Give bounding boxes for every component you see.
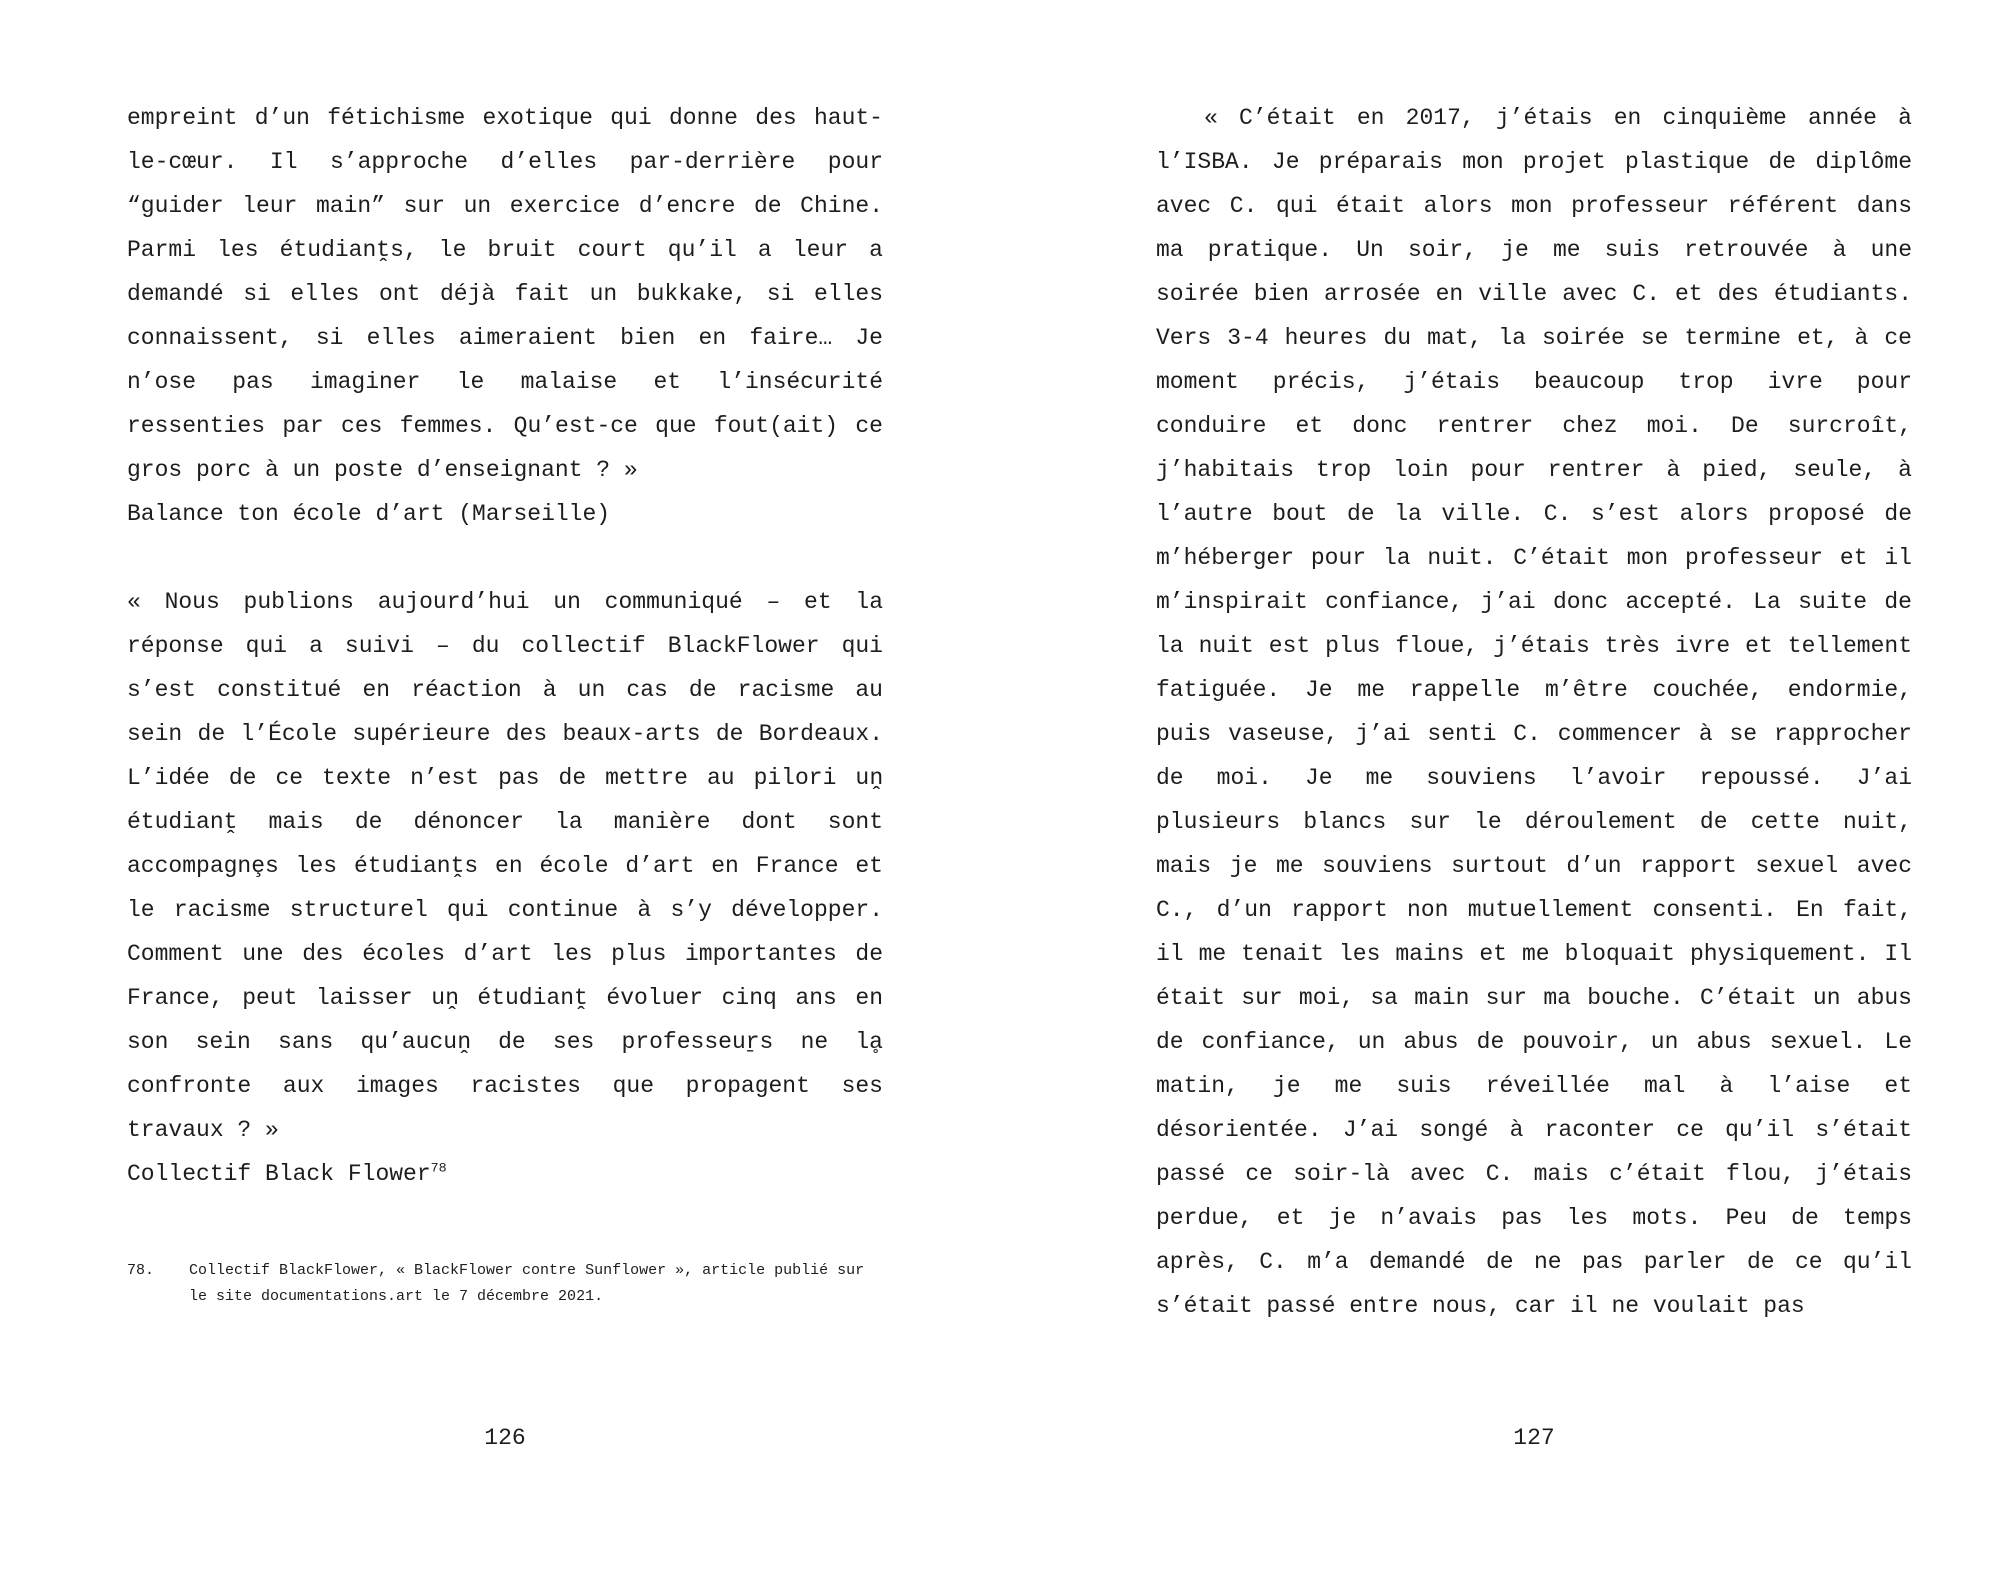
page-left bbox=[127, 0, 883, 1575]
paragraph-communique-blackflower: « Nous publions aujourd’hui un communiqué – et la réponse qui a suivi – du collectif BlackFlower qui s’est constitué en réaction à un cas de racisme au sein de l’École supérieure des beaux-arts de Bordeaux. L’idée de ce texte n’est pas de mettre au pilori uṋ étudianṱ mais de dénoncer la manière dont sont accompagnȩs les étudianṱs en école d’art en France et le racisme structurel qui continue à s’y développer. Comment une des écoles d’art les plus importantes de France, peut laisser uṋ étudianṱ évoluer cinq ans en son sein sans qu’aucuṋ de ses professeuṟs ne lḁ confronte aux images racistes que propagent ses travaux ? » bbox=[127, 589, 883, 1143]
attribution-line: Balance ton école d’art (Marseille) bbox=[127, 501, 611, 527]
left-text-block bbox=[127, 0, 883, 1310]
footnote-text: Collectif BlackFlower, « BlackFlower contre Sunflower », article publié sur le site documentations.art le 7 décembre 2021. bbox=[189, 1262, 865, 1305]
page-number-left: 126 bbox=[484, 1425, 526, 1451]
footnote-number: 78. bbox=[127, 1262, 155, 1279]
paragraph-testimony-marseille: empreint d’un fétichisme exotique qui donne des haut-le-cœur. Il s’approche d’elles par-derrière pour “guider leur main” sur un exercice d’encre de Chine. Parmi les étudianṱs, le bruit court qu’il a leur a demandé si elles ont déjà fait un bukkake, si elles connaissent, si elles aimeraient bien en faire… Je n’ose pas imaginer le malaise et l’insécurité ressenties par ces femmes. Qu’est-ce que fout(ait) ce gros porc à un poste d’enseignant ? » bbox=[127, 105, 883, 483]
signature-text: Collectif Black Flower bbox=[127, 1161, 431, 1187]
signature-line bbox=[127, 1152, 883, 1196]
paragraph-testimony-isba: « C’était en 2017, j’étais en cinquième année à l’ISBA. Je préparais mon projet plastique de diplôme avec C. qui était alors mon professeur référent dans ma pratique. Un soir, je me suis retrouvée à une soirée bien arrosée en ville avec C. et des étudiants. Vers 3-4 heures du mat, la soirée se termine et, à ce moment précis, j’étais beaucoup trop ivre pour conduire et donc rentrer chez moi. De surcroît, j’habitais trop loin pour rentrer à pied, seule, à l’autre bout de la ville. C. s’est alors proposé de m’héberger pour la nuit. C’était mon professeur et il m’inspirait confiance, j’ai donc accepté. La suite de la nuit est plus floue, j’étais très ivre et tellement fatiguée. Je me rappelle m’être couchée, endormie, puis vaseuse, j’ai senti C. commencer à se rapprocher de moi. Je me souviens l’avoir repoussé. J’ai plusieurs blancs sur le déroulement de cette nuit, mais je me souviens surtout d’un rapport sexuel avec C., d’un rapport non mutuellement consenti. En fait, il me tenait les mains et me bloquait physiquement. Il était sur moi, sa main sur ma bouche. C’était un abus de confiance, un abus de pouvoir, un abus sexuel. Le matin, je me suis réveillée mal à l’aise et désorientée. J’ai songé à raconter ce qu’il s’était passé ce soir-là avec C. mais c’était flou, j’étais perdue, et je n’avais pas les mots. Peu de temps après, C. m’a demandé de ne pas parler de ce qu’il s’était passé entre nous, car il ne voulait pas bbox=[1156, 105, 1912, 1319]
footnote bbox=[127, 1258, 883, 1310]
footnote-reference: 78 bbox=[430, 1161, 447, 1177]
right-text-block bbox=[1156, 0, 1912, 1328]
page-number-right: 127 bbox=[1513, 1425, 1555, 1451]
page-right bbox=[1156, 0, 1912, 1575]
